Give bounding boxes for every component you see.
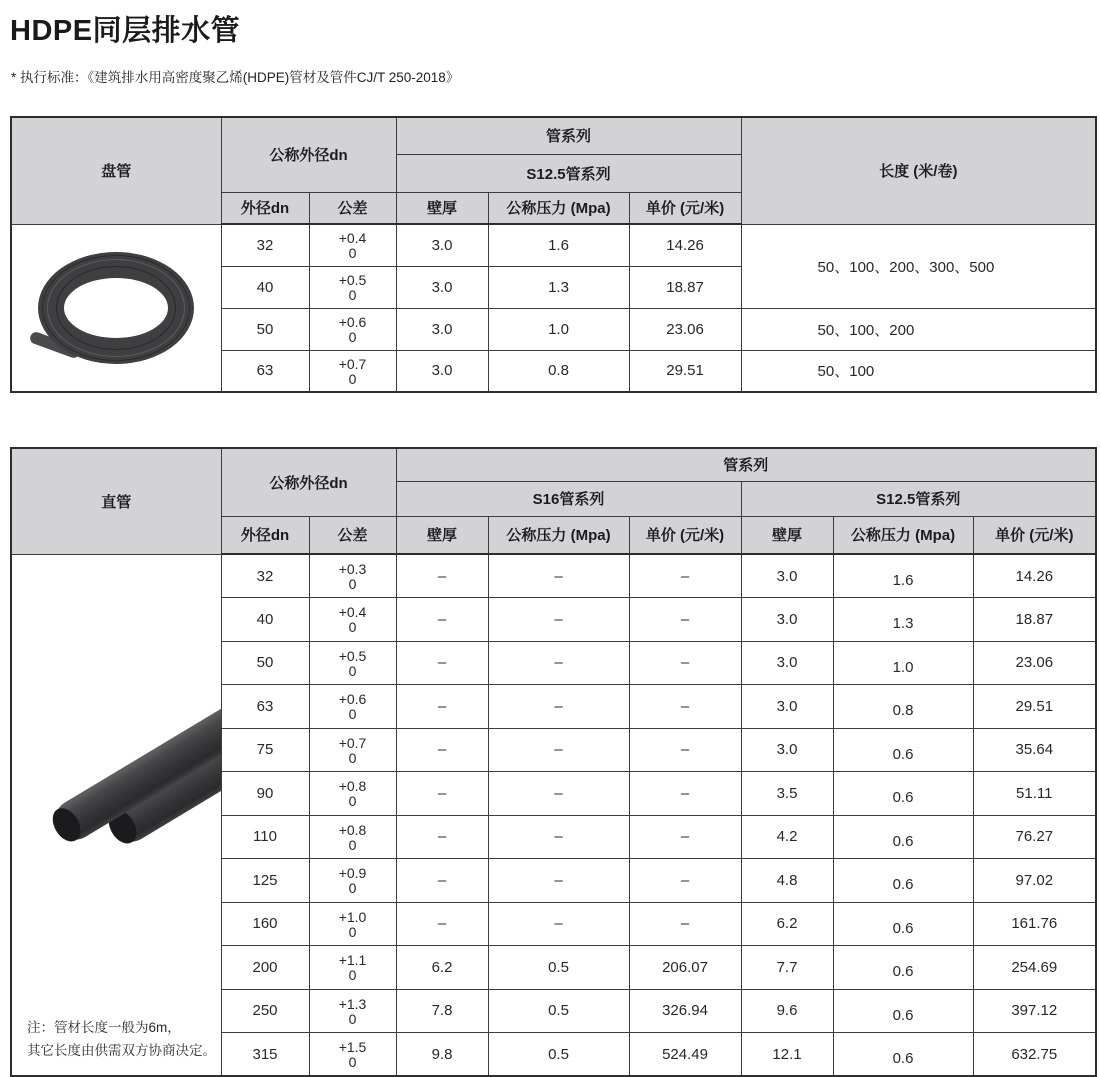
s16-price-value: 326.94 [629,989,741,1033]
s125-wall-col-header: 壁厚 [741,516,833,554]
price-col-header: 单价 (元/米) [629,192,741,224]
s16-price-value: – [629,554,741,598]
tolerance-col-header: 公差 [309,516,396,554]
s125-wall-value: 3.5 [741,772,833,816]
s125-price-value: 29.51 [973,685,1096,729]
coiled-pipe-photo [11,224,221,392]
s125-series-header: S12.5管系列 [741,481,1096,516]
s125-price-value: 23.06 [973,641,1096,685]
series-group-header: 管系列 [396,448,1096,481]
tolerance-value: +1.3 0 [309,989,396,1033]
s16-price-value: 524.49 [629,1033,741,1077]
table-row [11,224,1096,266]
s125-wall-value: 3.0 [741,685,833,729]
straight-pipe-table [10,447,1097,1077]
s125-price-value: 97.02 [973,859,1096,903]
s125-price-value: 397.12 [973,989,1096,1033]
length-options: 50、100、200 [741,308,1096,350]
s16-wall-value: – [396,772,488,816]
s125-wall-value: 4.2 [741,815,833,859]
s16-pressure-value: – [488,859,629,903]
s16-wall-value: – [396,554,488,598]
s16-wall-value: 6.2 [396,946,488,990]
s125-pressure-value: 0.8 [833,685,973,729]
length-note-line1: 注：管材长度一般为6m， [27,1020,181,1035]
s16-pressure-value: – [488,554,629,598]
s16-wall-value: – [396,859,488,903]
od-value: 90 [221,772,309,816]
od-group-header: 公称外径dn [221,117,396,192]
wall-value: 3.0 [396,350,488,392]
pressure-value: 1.0 [488,308,629,350]
tolerance-value: +1.5 0 [309,1033,396,1077]
pressure-value: 0.8 [488,350,629,392]
od-value: 32 [221,554,309,598]
standard-note: * 执行标准：《建筑排水用高密度聚乙烯(HDPE)管材及管件CJ/T 250-2018》 [11,70,460,85]
s125-wall-value: 3.0 [741,554,833,598]
s16-wall-col-header: 壁厚 [396,516,488,554]
coil-pipe-table [10,116,1097,393]
page-title: HDPE同层排水管 [10,15,241,47]
s16-pressure-col-header: 公称压力 (Mpa) [488,516,629,554]
tolerance-value: +0.4 0 [309,224,396,266]
tolerance-value: +0.3 0 [309,554,396,598]
od-value: 50 [221,641,309,685]
s16-price-value: – [629,641,741,685]
s16-wall-value: – [396,598,488,642]
od-value: 63 [221,685,309,729]
s125-pressure-value: 0.6 [833,815,973,859]
s125-wall-value: 7.7 [741,946,833,990]
s125-wall-value: 6.2 [741,902,833,946]
od-value: 110 [221,815,309,859]
s16-wall-value: 9.8 [396,1033,488,1077]
od-value: 32 [221,224,309,266]
length-note-line2: 其它长度由供需双方协商决定。 [27,1043,216,1058]
s16-pressure-value: – [488,641,629,685]
price-value: 14.26 [629,224,741,266]
pressure-value: 1.3 [488,266,629,308]
s125-price-col-header: 单价 (元/米) [973,516,1096,554]
od-value: 315 [221,1033,309,1077]
s125-wall-value: 12.1 [741,1033,833,1077]
s125-wall-value: 3.0 [741,598,833,642]
wall-value: 3.0 [396,266,488,308]
od-value: 75 [221,728,309,772]
s16-pressure-value: – [488,728,629,772]
tolerance-value: +0.7 0 [309,350,396,392]
wall-value: 3.0 [396,224,488,266]
s125-price-value: 18.87 [973,598,1096,642]
pressure-value: 1.6 [488,224,629,266]
s125-pressure-col-header: 公称压力 (Mpa) [833,516,973,554]
s16-wall-value: – [396,685,488,729]
straight-section-header: 直管 [11,448,221,554]
s125-pressure-value: 1.6 [833,554,973,598]
s16-price-value: – [629,728,741,772]
od-value: 40 [221,266,309,308]
s125-pressure-value: 0.6 [833,946,973,990]
tolerance-value: +1.1 0 [309,946,396,990]
s125-pressure-value: 0.6 [833,859,973,903]
s125-pressure-value: 0.6 [833,989,973,1033]
s16-pressure-value: – [488,902,629,946]
s16-pressure-value: 0.5 [488,946,629,990]
s16-price-value: – [629,859,741,903]
s16-price-value: 206.07 [629,946,741,990]
s16-pressure-value: – [488,685,629,729]
s125-wall-value: 3.0 [741,728,833,772]
s16-wall-value: 7.8 [396,989,488,1033]
s16-pressure-value: – [488,772,629,816]
s125-wall-value: 3.0 [741,641,833,685]
s16-wall-value: – [396,641,488,685]
s125-pressure-value: 0.6 [833,772,973,816]
price-value: 23.06 [629,308,741,350]
s16-price-value: – [629,772,741,816]
length-header: 长度 (米/卷) [741,117,1096,224]
s125-price-value: 14.26 [973,554,1096,598]
length-note [27,1016,216,1062]
od-value: 250 [221,989,309,1033]
s125-price-value: 254.69 [973,946,1096,990]
od-group-header: 公称外径dn [221,448,396,516]
s16-price-value: – [629,685,741,729]
price-value: 18.87 [629,266,741,308]
od-col-header: 外径dn [221,192,309,224]
tolerance-value: +0.8 0 [309,772,396,816]
tolerance-value: +0.7 0 [309,728,396,772]
straight-pipes-photo [11,554,221,1076]
tolerance-value: +0.6 0 [309,685,396,729]
s16-wall-value: – [396,815,488,859]
tolerance-value: +0.8 0 [309,815,396,859]
s16-pressure-value: 0.5 [488,989,629,1033]
coil-section-header: 盘管 [11,117,221,224]
s125-wall-value: 9.6 [741,989,833,1033]
s125-price-value: 35.64 [973,728,1096,772]
s125-wall-value: 4.8 [741,859,833,903]
coil-illustration [38,252,194,364]
s125-pressure-value: 0.6 [833,902,973,946]
tolerance-value: +0.5 0 [309,641,396,685]
length-options: 50、100 [741,350,1096,392]
s16-price-value: – [629,815,741,859]
table-row [11,554,1096,598]
s16-pressure-value: – [488,815,629,859]
s125-price-value: 51.11 [973,772,1096,816]
s125-pressure-value: 1.0 [833,641,973,685]
od-value: 200 [221,946,309,990]
od-value: 50 [221,308,309,350]
tolerance-value: +0.5 0 [309,266,396,308]
wall-value: 3.0 [396,308,488,350]
pressure-col-header: 公称压力 (Mpa) [488,192,629,224]
s16-series-header: S16管系列 [396,481,741,516]
s125-price-value: 76.27 [973,815,1096,859]
tolerance-value: +0.4 0 [309,598,396,642]
s125-price-value: 161.76 [973,902,1096,946]
s125-series-header: S12.5管系列 [396,154,741,192]
s16-price-value: – [629,598,741,642]
s125-pressure-value: 0.6 [833,1033,973,1077]
s16-wall-value: – [396,728,488,772]
tolerance-value: +0.6 0 [309,308,396,350]
length-options: 50、100、200、300、500 [741,224,1096,308]
s16-price-col-header: 单价 (元/米) [629,516,741,554]
od-col-header: 外径dn [221,516,309,554]
s16-pressure-value: – [488,598,629,642]
od-value: 125 [221,859,309,903]
s125-pressure-value: 1.3 [833,598,973,642]
price-value: 29.51 [629,350,741,392]
od-value: 160 [221,902,309,946]
pipe-end-face [47,803,86,846]
tolerance-col-header: 公差 [309,192,396,224]
s125-price-value: 632.75 [973,1033,1096,1077]
od-value: 63 [221,350,309,392]
tolerance-value: +1.0 0 [309,902,396,946]
s125-pressure-value: 0.6 [833,728,973,772]
s16-price-value: – [629,902,741,946]
wall-col-header: 壁厚 [396,192,488,224]
tolerance-value: +0.9 0 [309,859,396,903]
s16-wall-value: – [396,902,488,946]
s16-pressure-value: 0.5 [488,1033,629,1077]
series-group-header: 管系列 [396,117,741,154]
od-value: 40 [221,598,309,642]
